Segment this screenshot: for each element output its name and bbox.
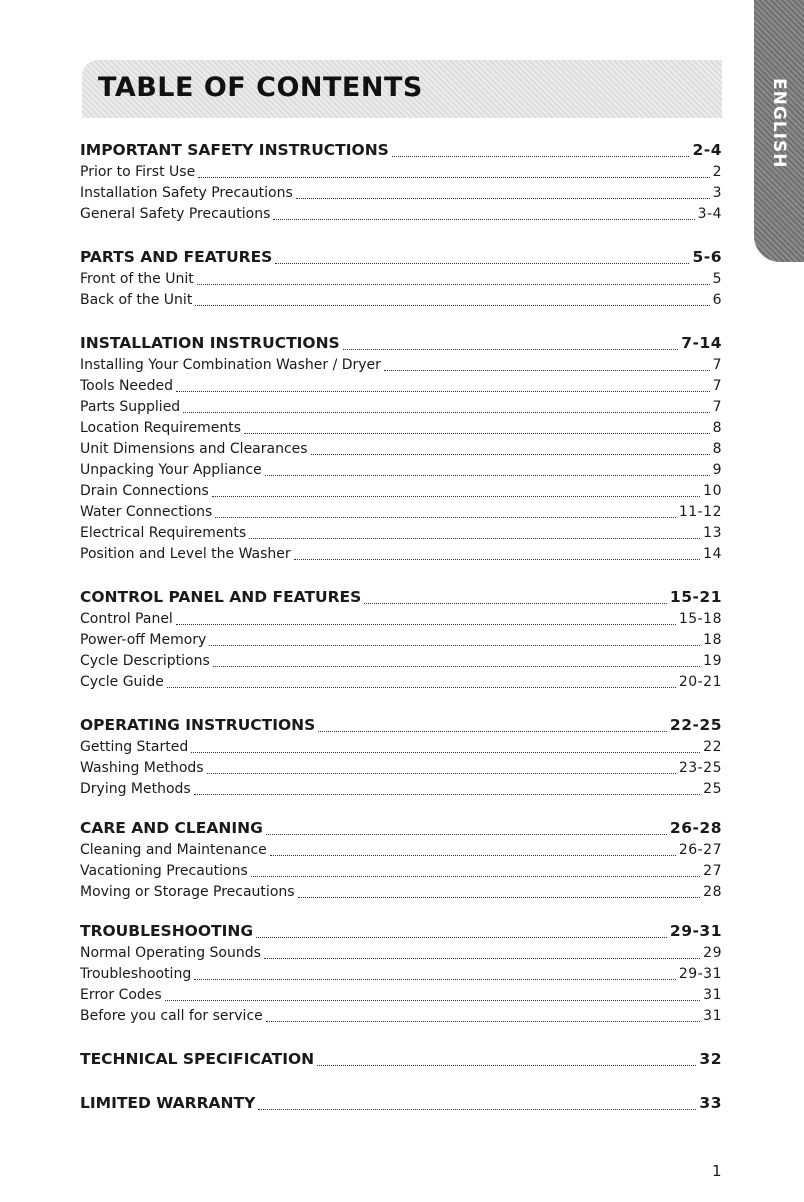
toc-entry[interactable] — [80, 737, 722, 758]
toc-entry-label: Tools Needed — [80, 378, 174, 394]
toc-entry[interactable] — [80, 1006, 722, 1027]
toc-entry-label: Before you call for service — [80, 1008, 263, 1024]
dot-leader — [392, 156, 690, 157]
toc-entry-label: Position and Level the Washer — [80, 546, 291, 562]
dot-leader — [266, 1021, 700, 1022]
toc-section — [80, 713, 722, 800]
toc-section — [80, 1047, 722, 1071]
toc-entry-page: 26-27 — [678, 842, 722, 858]
toc-entry-label: Parts Supplied — [80, 399, 181, 415]
toc-heading-label: LIMITED WARRANTY — [80, 1094, 256, 1112]
dot-leader — [318, 731, 667, 732]
language-tab-label: ENGLISH — [769, 77, 789, 169]
section-spacer — [80, 693, 722, 713]
toc-entry-label: Installation Safety Precautions — [80, 185, 293, 201]
toc-entry-page: 31 — [703, 1008, 722, 1024]
toc-entry[interactable] — [80, 672, 722, 693]
toc-entry-page: 8 — [712, 420, 722, 436]
toc-section-heading[interactable] — [80, 919, 722, 943]
toc-entry-label: Troubleshooting — [80, 966, 192, 982]
toc-entry[interactable] — [80, 269, 722, 290]
toc-heading-label: IMPORTANT SAFETY INSTRUCTIONS — [80, 141, 389, 159]
toc-entry-page: 28 — [703, 884, 722, 900]
toc-heading-page: 32 — [699, 1050, 722, 1068]
toc-entry-page: 22 — [703, 739, 722, 755]
toc-entry[interactable] — [80, 609, 722, 630]
toc-entry-page: 13 — [703, 525, 722, 541]
toc-entry[interactable] — [80, 882, 722, 903]
dot-leader — [317, 1065, 696, 1066]
dot-leader — [191, 752, 700, 753]
toc-heading-page: 7-14 — [681, 334, 722, 352]
dot-leader — [275, 263, 689, 264]
toc-section — [80, 245, 722, 311]
toc-entry[interactable] — [80, 418, 722, 439]
dot-leader — [266, 834, 667, 835]
toc-heading-page: 26-28 — [669, 819, 722, 837]
toc-entry-page: 19 — [703, 653, 722, 669]
dot-leader — [198, 177, 709, 178]
toc-entry-label: Drying Methods — [80, 781, 191, 797]
toc-heading-label: PARTS AND FEATURES — [80, 248, 273, 266]
toc-heading-label: OPERATING INSTRUCTIONS — [80, 716, 316, 734]
dot-leader — [258, 1109, 696, 1110]
toc-heading-label: INSTALLATION INSTRUCTIONS — [80, 334, 340, 352]
page-title: TABLE OF CONTENTS — [98, 72, 423, 103]
toc-heading-page: 29-31 — [669, 922, 722, 940]
toc-entry-label: Electrical Requirements — [80, 525, 247, 541]
toc-entry-label: Installing Your Combination Washer / Dryer — [80, 357, 381, 373]
toc-entry-page: 29-31 — [678, 966, 722, 982]
toc-entry[interactable] — [80, 985, 722, 1006]
toc-entry-label: Normal Operating Sounds — [80, 945, 261, 961]
section-spacer — [80, 311, 722, 331]
dot-leader — [183, 412, 709, 413]
toc-entry[interactable] — [80, 502, 722, 523]
dot-leader — [296, 198, 710, 199]
dot-leader — [176, 624, 676, 625]
toc-entry[interactable] — [80, 397, 722, 418]
toc-entry-label: Control Panel — [80, 611, 173, 627]
toc-entry-page: 31 — [703, 987, 722, 1003]
toc-section-heading[interactable] — [80, 138, 722, 162]
toc-entry-label: Drain Connections — [80, 483, 209, 499]
section-spacer — [80, 1027, 722, 1047]
toc-entry-label: General Safety Precautions — [80, 206, 271, 222]
dot-leader — [194, 979, 676, 980]
dot-leader — [213, 666, 700, 667]
toc-heading-label: TECHNICAL SPECIFICATION — [80, 1050, 315, 1068]
toc-entry[interactable] — [80, 183, 722, 204]
toc-heading-label: CONTROL PANEL AND FEATURES — [80, 588, 362, 606]
toc-entry-page: 11-12 — [678, 504, 722, 520]
page-number: 1 — [712, 1162, 722, 1180]
toc-section-heading[interactable] — [80, 331, 722, 355]
toc-section — [80, 919, 722, 1027]
toc-entry[interactable] — [80, 460, 722, 481]
toc-section-heading[interactable] — [80, 1091, 722, 1115]
toc-entry-page: 27 — [703, 863, 722, 879]
toc-section — [80, 816, 722, 903]
section-spacer — [80, 565, 722, 585]
dot-leader — [167, 687, 676, 688]
toc-entry[interactable] — [80, 779, 722, 800]
toc-entry[interactable] — [80, 439, 722, 460]
dot-leader — [207, 773, 676, 774]
toc-entry-page: 7 — [712, 357, 722, 373]
toc-entry-page: 2 — [712, 164, 722, 180]
toc-entry[interactable] — [80, 943, 722, 964]
toc-section — [80, 331, 722, 565]
section-spacer — [80, 903, 722, 919]
toc-heading-page: 5-6 — [692, 248, 722, 266]
toc-entry-page: 25 — [703, 781, 722, 797]
dot-leader — [176, 391, 710, 392]
toc-entry[interactable] — [80, 523, 722, 544]
dot-leader — [195, 305, 709, 306]
toc-entry[interactable] — [80, 162, 722, 183]
toc-entry-label: Cycle Guide — [80, 674, 164, 690]
toc-entry-label: Unit Dimensions and Clearances — [80, 441, 308, 457]
toc-section — [80, 138, 722, 225]
title-banner — [82, 60, 722, 118]
toc-entry-label: Water Connections — [80, 504, 213, 520]
toc-entry-page: 3-4 — [697, 206, 722, 222]
toc-entry-label: Cycle Descriptions — [80, 653, 210, 669]
toc-heading-label: CARE AND CLEANING — [80, 819, 263, 837]
toc-entry-label: Getting Started — [80, 739, 189, 755]
toc-entry-page: 7 — [712, 399, 722, 415]
toc-entry-label: Error Codes — [80, 987, 162, 1003]
toc-entry-page: 20-21 — [678, 674, 722, 690]
dot-leader — [265, 475, 710, 476]
toc-entry[interactable] — [80, 204, 722, 225]
toc-entry-page: 29 — [703, 945, 722, 961]
toc-heading-page: 2-4 — [692, 141, 722, 159]
dot-leader — [256, 937, 667, 938]
dot-leader — [311, 454, 710, 455]
dot-leader — [212, 496, 700, 497]
toc-entry-page: 10 — [703, 483, 722, 499]
dot-leader — [209, 645, 700, 646]
toc-entry-page: 15-18 — [678, 611, 722, 627]
dot-leader — [215, 517, 675, 518]
table-of-contents — [80, 138, 722, 1115]
toc-entry[interactable] — [80, 758, 722, 779]
toc-entry-label: Unpacking Your Appliance — [80, 462, 262, 478]
toc-entry[interactable] — [80, 651, 722, 672]
dot-leader — [273, 219, 694, 220]
toc-entry-label: Location Requirements — [80, 420, 241, 436]
toc-section — [80, 1091, 722, 1115]
toc-entry-label: Cleaning and Maintenance — [80, 842, 267, 858]
toc-heading-page: 33 — [699, 1094, 722, 1112]
dot-leader — [165, 1000, 700, 1001]
toc-entry[interactable] — [80, 376, 722, 397]
section-spacer — [80, 225, 722, 245]
toc-section-heading[interactable] — [80, 713, 722, 737]
toc-entry[interactable] — [80, 630, 722, 651]
language-tab — [754, 0, 804, 262]
dot-leader — [251, 876, 700, 877]
toc-entry-page: 8 — [712, 441, 722, 457]
toc-heading-page: 22-25 — [669, 716, 722, 734]
toc-entry[interactable] — [80, 964, 722, 985]
toc-entry-page: 3 — [712, 185, 722, 201]
dot-leader — [384, 370, 710, 371]
toc-entry-page: 7 — [712, 378, 722, 394]
toc-entry-label: Vacationing Precautions — [80, 863, 248, 879]
toc-entry-page: 5 — [712, 271, 722, 287]
toc-entry-label: Moving or Storage Precautions — [80, 884, 295, 900]
toc-entry[interactable] — [80, 544, 722, 565]
dot-leader — [270, 855, 676, 856]
toc-heading-page: 15-21 — [669, 588, 722, 606]
dot-leader — [244, 433, 710, 434]
toc-entry-label: Washing Methods — [80, 760, 204, 776]
toc-section-heading[interactable] — [80, 245, 722, 269]
toc-entry-page: 18 — [703, 632, 722, 648]
toc-entry[interactable] — [80, 355, 722, 376]
dot-leader — [298, 897, 701, 898]
dot-leader — [194, 794, 700, 795]
toc-entry-label: Prior to First Use — [80, 164, 196, 180]
toc-entry-page: 14 — [703, 546, 722, 562]
toc-entry-page: 9 — [712, 462, 722, 478]
toc-heading-label: TROUBLESHOOTING — [80, 922, 254, 940]
dot-leader — [364, 603, 667, 604]
toc-entry-page: 6 — [712, 292, 722, 308]
dot-leader — [343, 349, 678, 350]
toc-entry[interactable] — [80, 861, 722, 882]
dot-leader — [264, 958, 700, 959]
toc-section-heading[interactable] — [80, 816, 722, 840]
toc-entry-label: Back of the Unit — [80, 292, 193, 308]
toc-entry-page: 23-25 — [678, 760, 722, 776]
toc-entry[interactable] — [80, 840, 722, 861]
toc-entry[interactable] — [80, 290, 722, 311]
dot-leader — [197, 284, 710, 285]
dot-leader — [294, 559, 701, 560]
section-spacer — [80, 800, 722, 816]
toc-section-heading[interactable] — [80, 1047, 722, 1071]
dot-leader — [249, 538, 700, 539]
toc-entry-label: Front of the Unit — [80, 271, 194, 287]
section-spacer — [80, 1071, 722, 1091]
toc-section-heading[interactable] — [80, 585, 722, 609]
toc-section — [80, 585, 722, 693]
toc-entry-label: Power-off Memory — [80, 632, 207, 648]
toc-entry[interactable] — [80, 481, 722, 502]
